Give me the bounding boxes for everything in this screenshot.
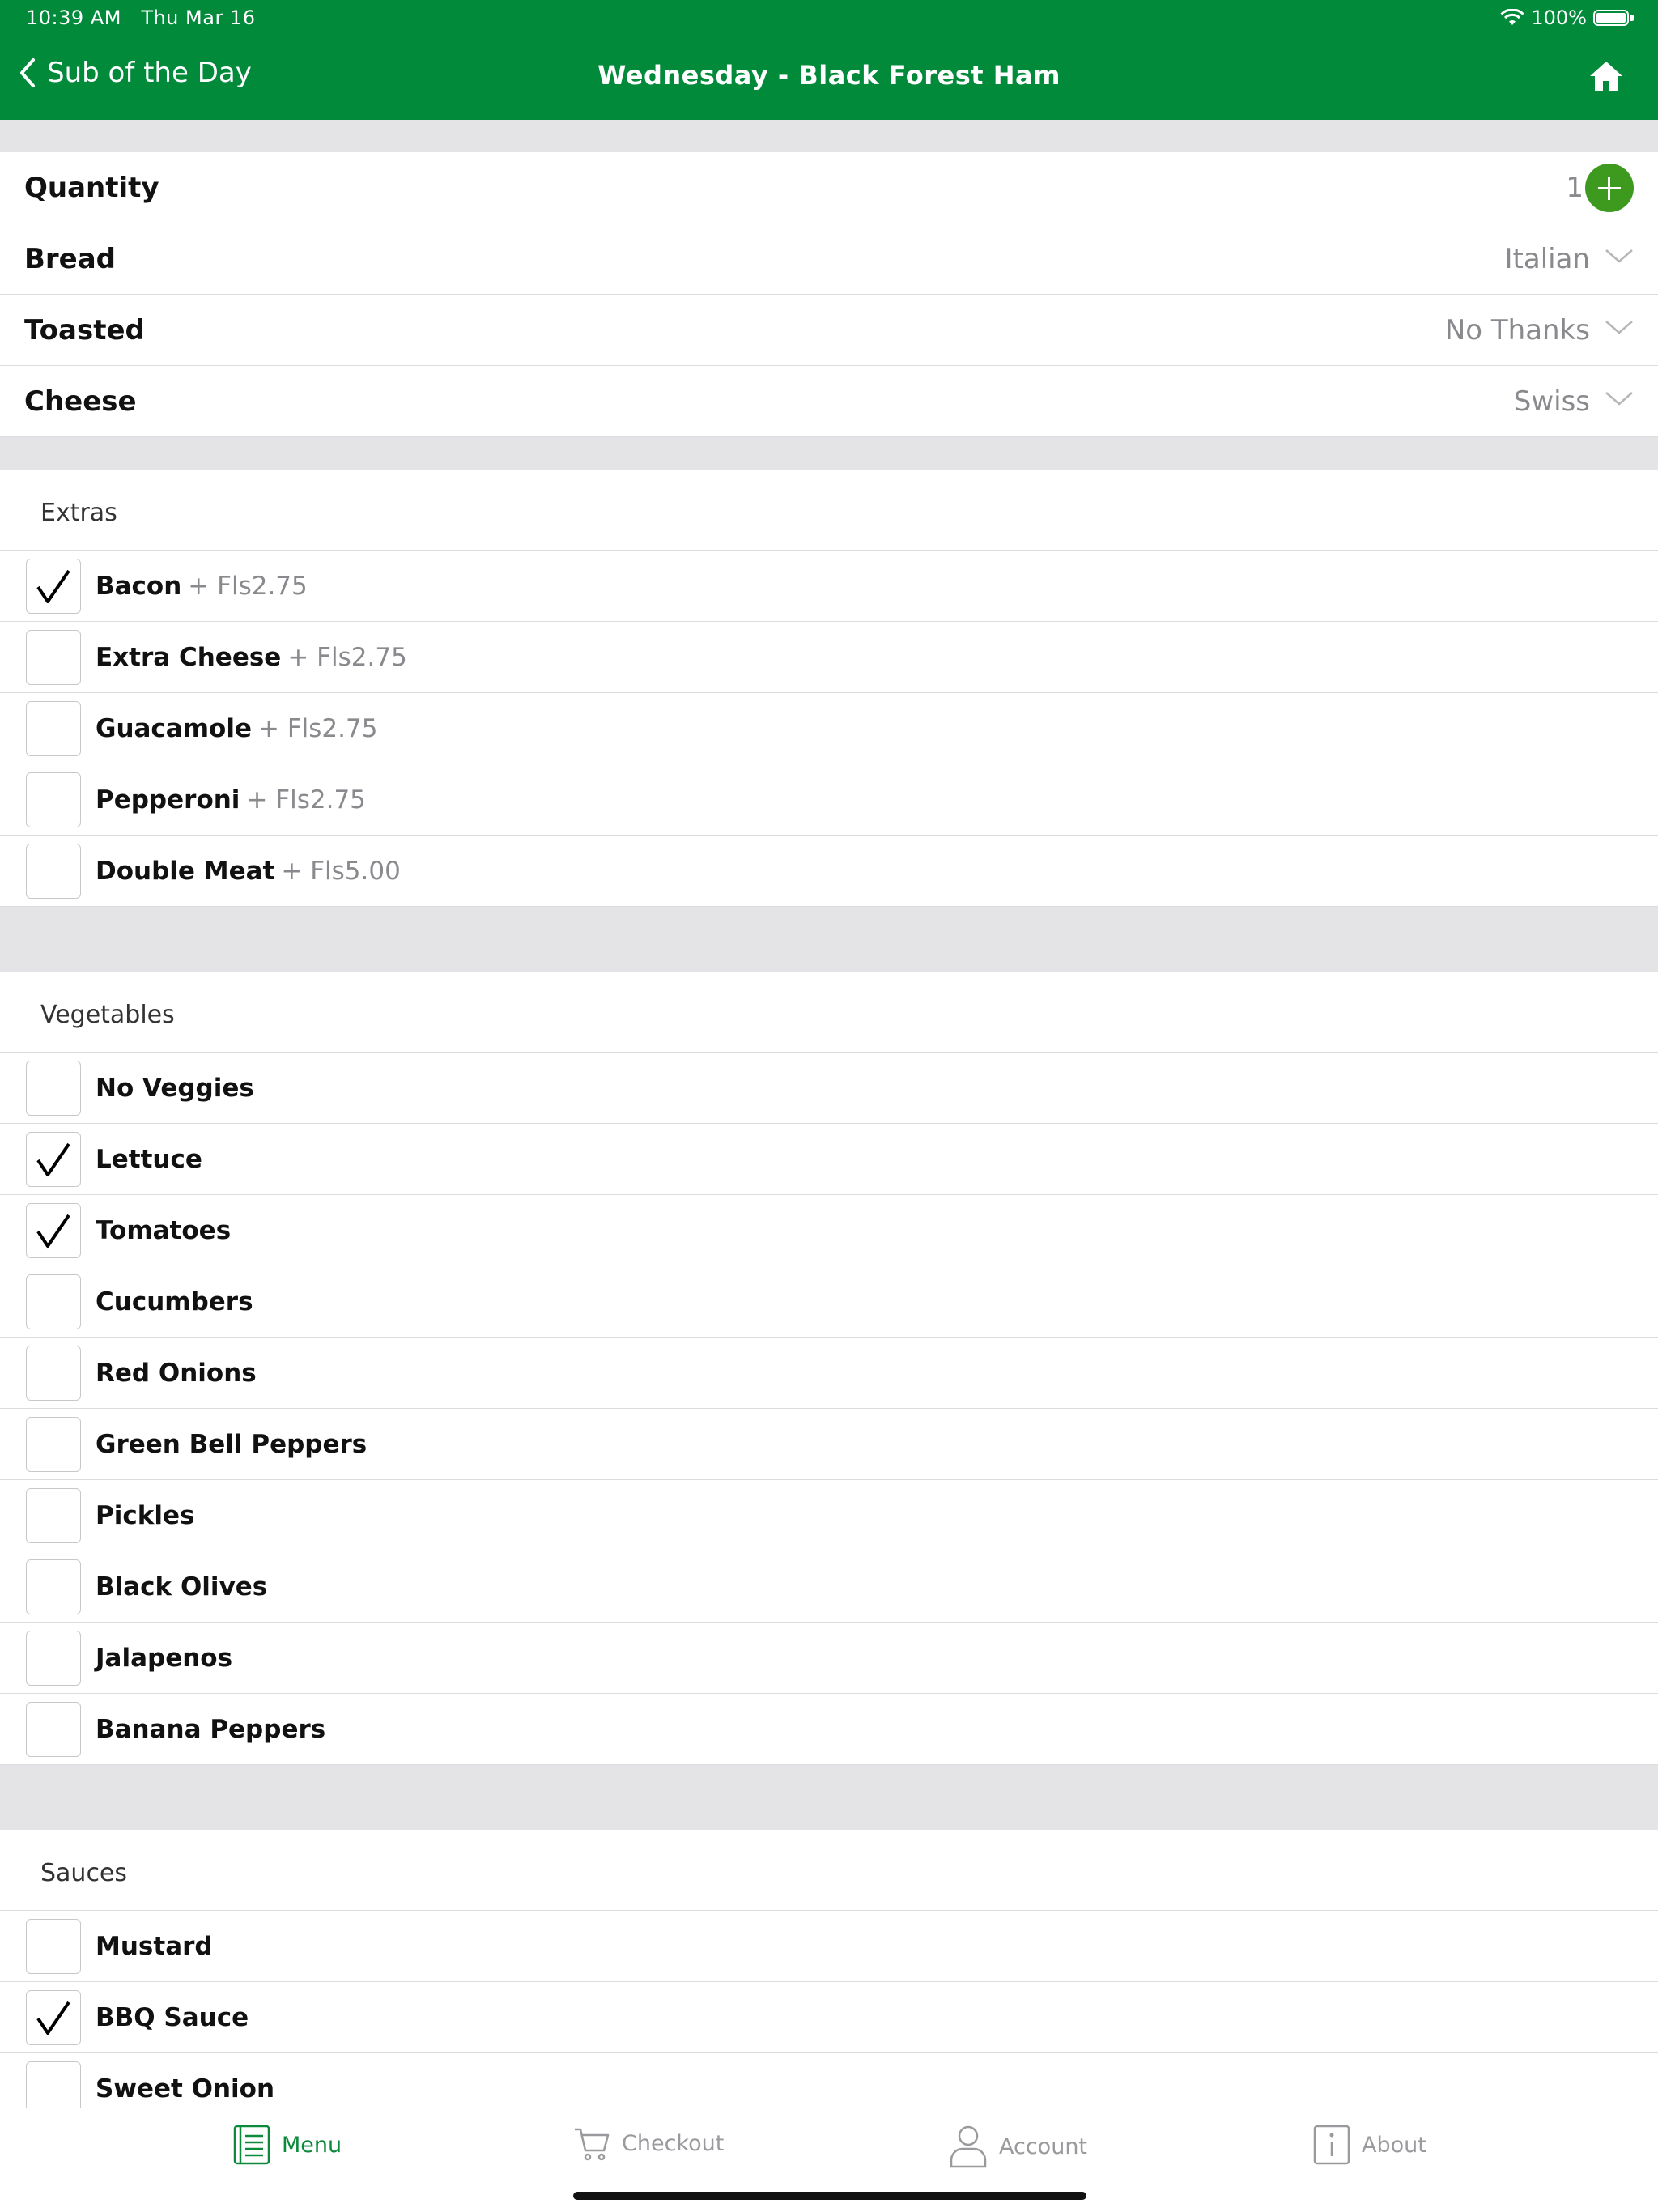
item-name: Jalapenos [96,1644,233,1673]
item-text [96,764,366,836]
cheese-value: Swiss [1513,385,1590,418]
home-button[interactable] [1588,60,1624,96]
checkbox-checked[interactable] [26,559,81,614]
back-button-label: Sub of the Day [47,57,252,89]
item-text [96,1480,194,1551]
item-text [96,1409,367,1480]
chevron-down-icon [1605,248,1634,264]
item-name: BBQ Sauce [96,2003,249,2032]
tab-checkout-label: Checkout [622,2130,725,2156]
extras-section-title: Extras [40,499,117,527]
checkbox[interactable] [26,1488,81,1543]
item-price: + Fls5.00 [281,857,401,886]
checkbox[interactable] [26,1274,81,1329]
checkmark-icon [32,1996,75,2040]
item-name: Black Olives [96,1572,268,1602]
chevron-down-icon [1605,390,1634,406]
checkbox[interactable] [26,1346,81,1401]
item-name: Tomatoes [96,1216,232,1245]
list-item[interactable] [0,1409,1658,1480]
item-text [96,622,407,693]
home-icon [1588,60,1624,92]
list-item[interactable] [0,2053,1658,2108]
list-item[interactable] [0,1480,1658,1551]
item-price: + Fls2.75 [257,714,378,743]
tab-menu-label: Menu [282,2132,342,2158]
menu-book-icon [233,2125,270,2165]
bread-value: Italian [1504,243,1590,275]
checkbox[interactable] [26,1919,81,1974]
checkbox[interactable] [26,1631,81,1686]
item-text [96,1124,202,1195]
tab-about[interactable] [1313,2125,1426,2165]
list-item[interactable] [0,551,1658,622]
checkbox[interactable] [26,701,81,756]
sauces-list [0,1911,1658,2108]
status-date: Thu Mar 16 [141,6,256,29]
tab-account-label: Account [999,2133,1088,2159]
item-text [96,1266,253,1338]
item-text [96,1982,249,2053]
list-item[interactable] [0,1911,1658,1982]
status-bar-right [1500,6,1634,29]
user-icon [949,2125,988,2168]
list-item[interactable] [0,1195,1658,1266]
list-item[interactable] [0,622,1658,693]
extras-section-header [0,470,1658,551]
item-name: Pepperoni [96,785,240,815]
checkbox[interactable] [26,630,81,685]
item-name: Guacamole [96,714,252,743]
toasted-row[interactable] [0,295,1658,366]
info-icon [1313,2125,1350,2165]
item-name: No Veggies [96,1074,254,1103]
checkmark-icon [32,1209,75,1253]
checkbox[interactable] [26,772,81,827]
checkbox[interactable] [26,844,81,899]
checkbox[interactable] [26,1061,81,1116]
item-text [96,1694,325,1765]
sub-options-list[interactable] [0,120,1658,2108]
chevron-down-icon [1605,319,1634,335]
item-price: + Fls2.75 [188,572,308,601]
list-item[interactable] [0,1623,1658,1694]
toasted-label: Toasted [24,314,145,347]
list-item[interactable] [0,1124,1658,1195]
status-bar-time [26,6,255,29]
item-text [96,551,308,622]
section-gap [0,907,1658,972]
item-name: Cucumbers [96,1287,253,1317]
quantity-value: 1 [1566,172,1584,204]
tab-menu[interactable] [233,2125,342,2165]
vegetables-section-header [0,972,1658,1053]
quantity-label: Quantity [24,172,159,204]
item-text [96,1551,267,1623]
list-item[interactable] [0,1982,1658,2053]
checkbox[interactable] [26,1417,81,1472]
cheese-label: Cheese [24,385,137,418]
list-item[interactable] [0,1266,1658,1338]
sauces-section-title: Sauces [40,1859,128,1887]
battery-icon [1593,10,1629,26]
sauces-section-header [0,1830,1658,1911]
list-item[interactable] [0,1338,1658,1409]
list-item[interactable] [0,1551,1658,1623]
checkbox-checked[interactable] [26,1203,81,1258]
checkbox[interactable] [26,1559,81,1614]
section-gap [0,437,1658,470]
item-name: Double Meat [96,857,275,886]
increase-quantity-button[interactable] [1585,164,1634,212]
item-text [96,1338,257,1409]
page-title: Wednesday - Black Forest Ham [597,60,1061,91]
item-name: Mustard [96,1932,213,1961]
checkmark-icon [32,564,75,608]
bread-label: Bread [24,243,117,275]
quantity-row [0,152,1658,223]
battery-nub [1630,15,1634,21]
wifi-icon [1500,9,1524,27]
cart-icon [573,2125,610,2162]
list-item[interactable] [0,1694,1658,1765]
battery-percent: 100% [1531,6,1587,29]
item-price: + Fls2.75 [246,785,366,815]
cheese-row[interactable] [0,366,1658,437]
list-item[interactable] [0,836,1658,907]
extras-list [0,551,1658,907]
checkbox-checked[interactable] [26,1990,81,2045]
tab-about-label: About [1362,2132,1426,2158]
checkbox-checked[interactable] [26,1132,81,1187]
item-name: Red Onions [96,1359,257,1388]
item-name: Lettuce [96,1145,202,1174]
item-text [96,1911,213,1982]
item-text [96,2053,274,2108]
list-item[interactable] [0,764,1658,836]
item-text [96,1195,231,1266]
status-time: 10:39 AM [26,6,121,29]
bread-row[interactable] [0,223,1658,295]
checkbox[interactable] [26,2061,81,2108]
item-name: Green Bell Peppers [96,1430,368,1459]
tab-checkout[interactable] [573,2125,724,2162]
section-gap [0,120,1658,152]
item-text [96,1623,232,1694]
item-price: + Fls2.75 [287,643,407,672]
vegetables-section-title: Vegetables [40,1001,175,1029]
item-text [96,693,377,764]
tab-account[interactable] [949,2125,1087,2168]
toasted-value: No Thanks [1444,314,1590,347]
list-item[interactable] [0,693,1658,764]
tab-bar [0,2108,1658,2212]
item-name: Bacon [96,572,182,601]
vegetables-list [0,1053,1658,1765]
item-name: Sweet Onion [96,2074,275,2104]
item-text [96,1053,254,1124]
list-item[interactable] [0,1053,1658,1124]
item-text [96,836,401,907]
item-name: Pickles [96,1501,195,1530]
navigation-header [0,0,1658,120]
section-gap [0,1765,1658,1830]
item-name: Banana Peppers [96,1715,326,1744]
checkbox[interactable] [26,1702,81,1757]
checkmark-icon [32,1138,75,1181]
home-indicator [573,2192,1086,2200]
item-name: Extra Cheese [96,643,282,672]
